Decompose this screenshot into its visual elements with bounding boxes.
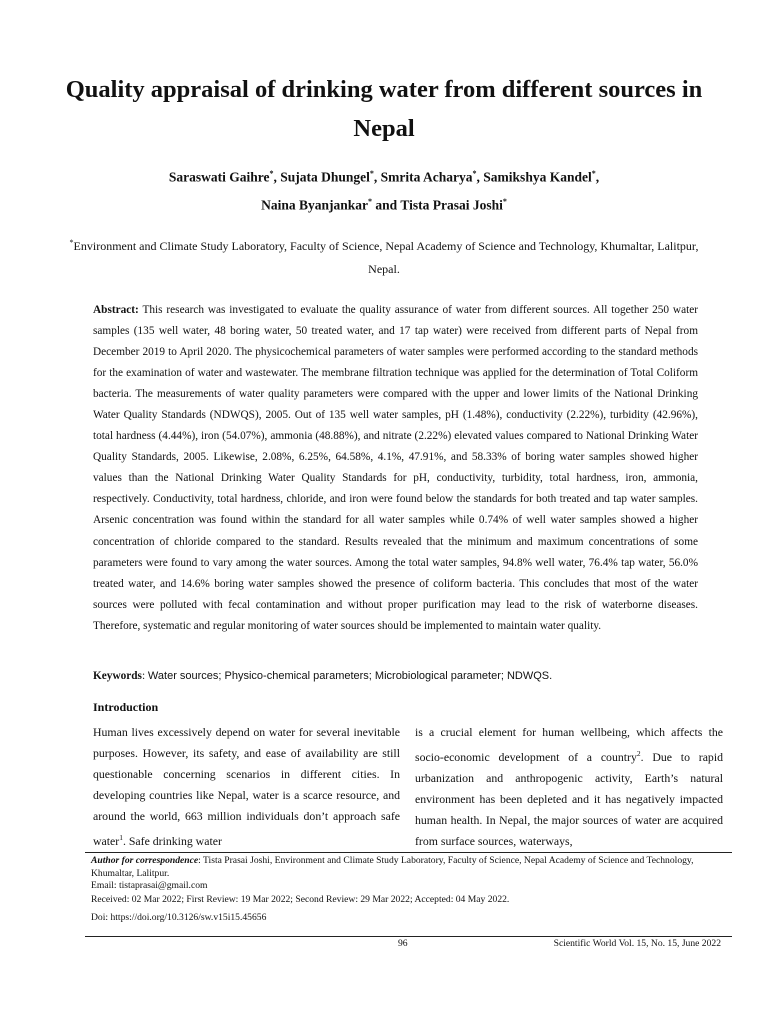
intro-column-left xyxy=(93,722,400,852)
correspondence-note xyxy=(91,855,721,880)
author-name: Naina Byanjankar xyxy=(261,197,369,212)
author-marker: * xyxy=(369,169,374,178)
abstract-label: Abstract: xyxy=(93,304,139,316)
abstract xyxy=(93,300,698,637)
intro-column-right xyxy=(415,722,723,852)
author-name: Smrita Acharya xyxy=(380,169,473,185)
correspondence-text: : Tista Prasai Joshi, Environment and Climate Study Laboratory, Faculty of Science, Nepal Academy of Science and Technology, Khumaltar, Lalitpur. xyxy=(91,855,694,879)
author-list xyxy=(60,162,708,217)
intro-text-left: Human lives excessively depend on water for several inevitable purposes. However, its safety, and ease of availability are still questionable concerning scenarios in different cities. In developing countries like Nepal, water is a scarce resource, and around the world, 663 million individuals don’t approach safe water xyxy=(93,725,400,848)
author-name: Tista Prasai Joshi xyxy=(400,197,503,212)
correspondence-email: Email: tistaprasai@gmail.com xyxy=(91,880,208,892)
keywords xyxy=(93,666,698,687)
author-marker: * xyxy=(368,196,373,206)
citation-ref: 1 xyxy=(119,833,123,842)
doi-link[interactable]: Doi: https://doi.org/10.3126/sw.v15i15.45656 xyxy=(91,912,267,923)
intro-text-right: is a crucial element for human wellbeing, which affects the socio-economic development of a country xyxy=(415,725,723,764)
author-name: Samikshya Kandel xyxy=(483,169,592,185)
affiliation-text: Environment and Climate Study Laboratory, Faculty of Science, Nepal Academy of Science and Technology, Khumaltar, Lalitpur, Nepal. xyxy=(73,239,699,276)
footnotes xyxy=(91,855,721,906)
paper-title: Quality appraisal of drinking water from different sources in Nepal xyxy=(65,76,703,142)
author-separator: , xyxy=(373,169,381,185)
author-line-1 xyxy=(60,162,708,190)
affiliation-marker: * xyxy=(69,238,74,247)
keywords-text: Water sources; Physico-chemical parameters; Microbiological parameter; NDWQS. xyxy=(147,670,553,682)
author-separator: , xyxy=(595,169,600,185)
keywords-label: Keywords xyxy=(93,670,142,682)
page-number: 96 xyxy=(398,938,408,949)
correspondence-label: Author for correspondence xyxy=(91,855,199,866)
author-name: Saraswati Gaihre xyxy=(168,169,270,185)
author-separator: and xyxy=(372,197,401,212)
author-marker: * xyxy=(502,196,507,206)
author-line-2 xyxy=(60,190,708,218)
citation-ref: 2 xyxy=(636,749,641,758)
review-dates: Received: 02 Mar 2022; First Review: 19 Mar 2022; Second Review: 29 Mar 2022; Accepted: 04 May 2022. xyxy=(91,893,510,905)
footnote-divider xyxy=(85,852,732,853)
intro-text-right-tail: . Due to rapid urbanization and anthropogenic activity, Earth’s natural environment has been depleted and it has negatively impacted human health. In Nepal, the major sources of water are acquired from surface sources, waterways, xyxy=(415,749,724,848)
journal-citation: Scientific World Vol. 15, No. 15, June 2022 xyxy=(553,938,721,949)
abstract-text: This research was investigated to evaluate the quality assurance of water from different sources. All together 250 water samples (135 well water, 48 boring water, 50 treated water, and 17 tap water) were received from different parts of Nepal from December 2019 to April 2020. The physicochemical parameters of water samples were performed according to the standard methods for the examination of water and wastewater. The membrane filtration technique was applied for the determination of Total Coliform bacteria. The measurements of water quality parameters were compared with the upper and lower limits of the National Drinking Water Quality Standards (NDWQS), 2005. Out of 135 well water samples, pH (1.48%), conductivity (2.22%), turbidity (42.96%), total hardness (4.44%), iron (54.07%), ammonia (48.88%), and nitrate (2.22%) elevated values compared to National Drinking Water Quality Standards, 2005. Likewise, 2.08%, 6.25%, 64.58%, 4.1%, 47.91%, and 58.33% of boring water samples showed higher values than the National Drinking Water Quality Standards for pH, conductivity, turbidity, total hardness, iron, ammonia, respectively. Conductivity, total hardness, chloride, and iron were found below the standards for both treated and tap water samples. Arsenic concentration was found within the standard for all water samples while 0.74% of well water samples showed a higher concentration of chloride compared to the standard. Results revealed that the minimum and maximum concentrations of some parameters were found to vary among the water sources. Among the total water samples, 94.8% well water, 76.4% tap water, 56.0% treated water, and 14.6% boring water samples showed the presence of coliform bacteria. This concludes that most of the water sources were polluted with fecal contamination and without proper purification may lead to the risk of waterborne diseases. Therefore, systematic and regular monitoring of water sources should be implemented to maintain water quality. xyxy=(93,304,698,632)
affiliation xyxy=(60,232,708,280)
footer-divider xyxy=(85,936,732,937)
author-name: Sujata Dhungel xyxy=(280,169,370,185)
author-marker: * xyxy=(269,169,274,178)
keywords-colon: : xyxy=(141,670,146,682)
author-separator: , xyxy=(476,169,484,185)
author-marker: * xyxy=(472,169,477,178)
intro-text-left-tail: . Safe drinking water xyxy=(122,833,222,848)
introduction-heading: Introduction xyxy=(93,700,159,714)
author-separator: , xyxy=(273,169,281,185)
author-marker: * xyxy=(591,169,596,178)
